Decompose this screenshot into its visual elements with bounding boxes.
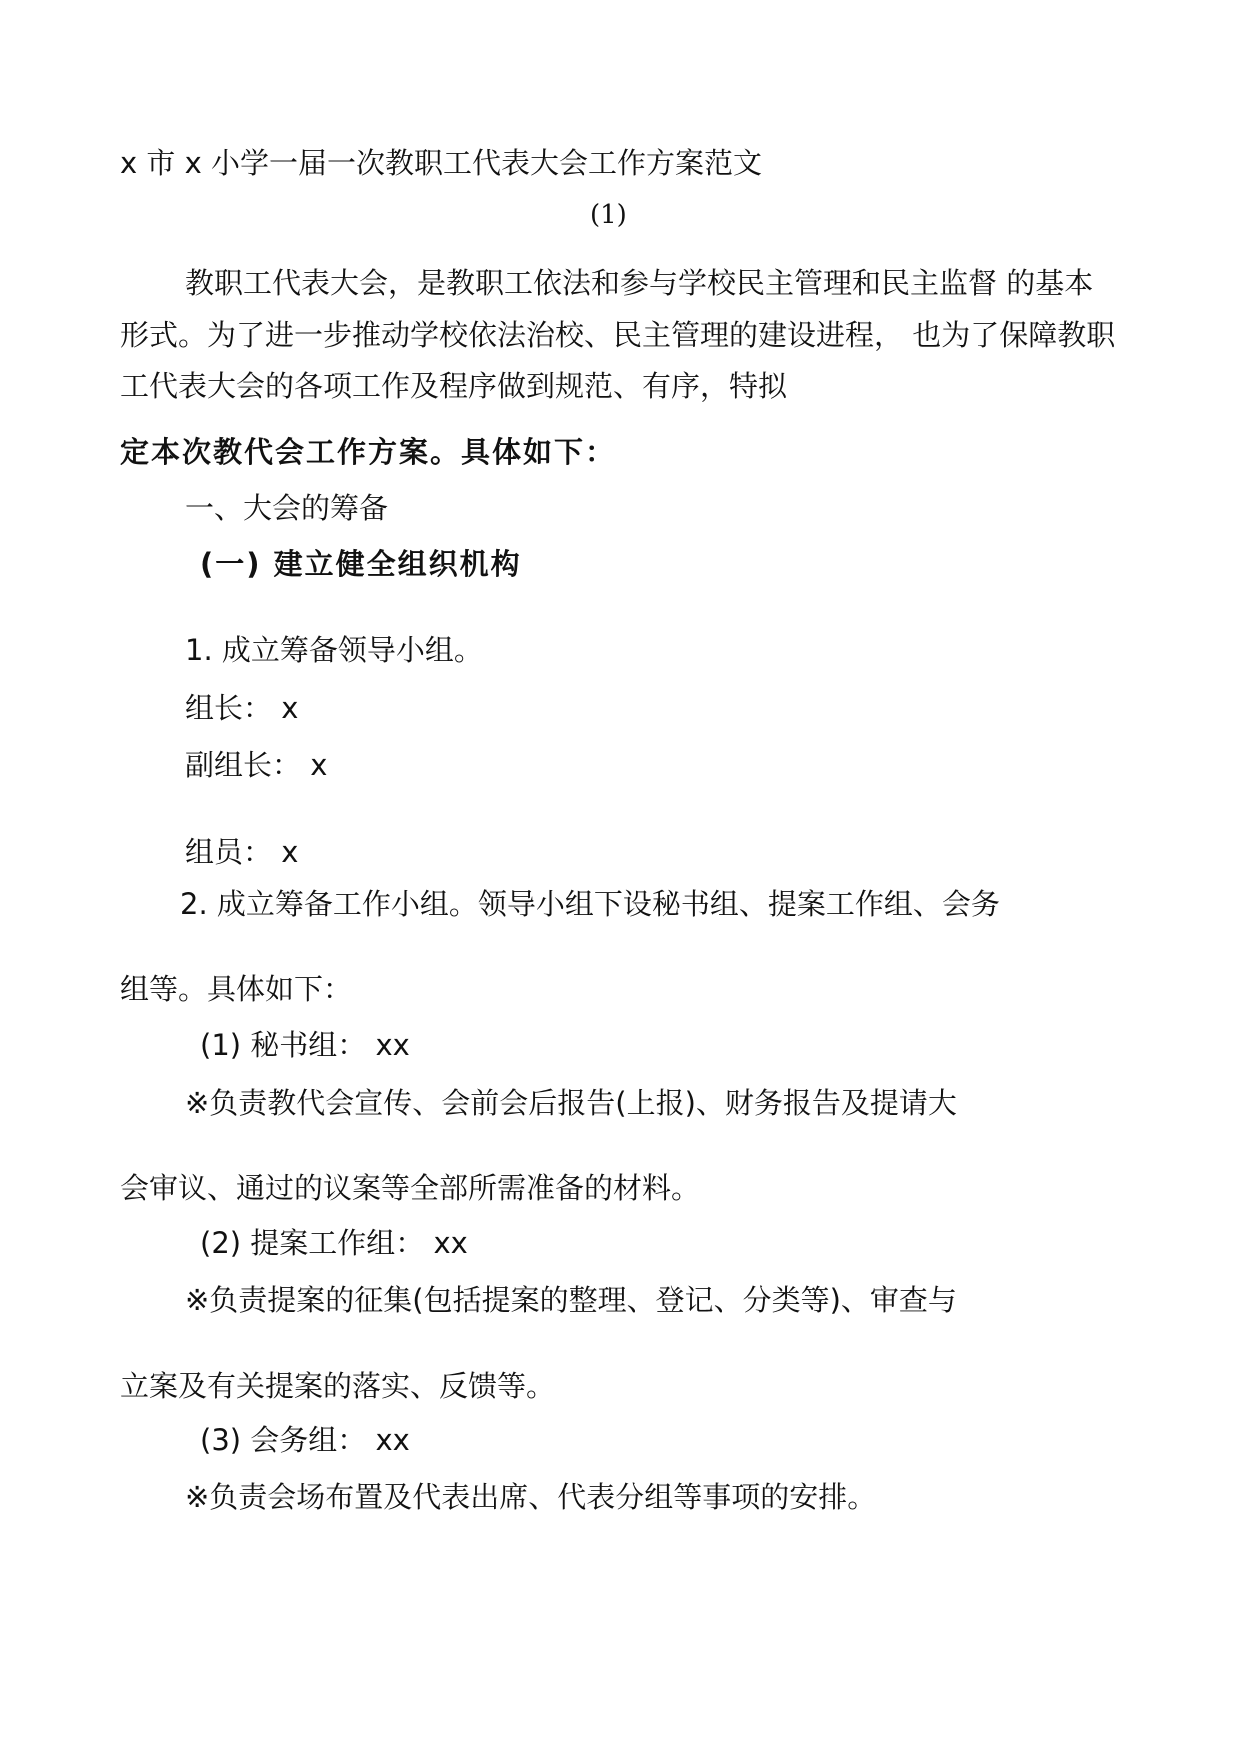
document-title: x 市 x 小学一届一次教职工代表大会工作方案范文 [120, 146, 762, 180]
subsection-heading: (一) 建立健全组织机构 [200, 547, 522, 581]
list-item: 2. 成立筹备工作小组。领导小组下设秘书组、提案工作组、会务 [180, 887, 1000, 921]
paragraph-line: ※负责会场布置及代表出席、代表分组等事项的安排。 [185, 1480, 877, 1514]
paragraph-line: 会审议、通过的议案等全部所需准备的材料。 [120, 1171, 701, 1205]
list-item: (2) 提案工作组： xx [200, 1226, 468, 1260]
paragraph-line: 工代表大会的各项工作及程序做到规范、有序，特拟 [120, 369, 788, 403]
paragraph-line: 定本次教代会工作方案。具体如下： [120, 435, 617, 469]
list-item: 副组长： x [185, 748, 328, 782]
list-item: (1) 秘书组： xx [200, 1028, 410, 1062]
paragraph-line: 组等。具体如下： [120, 972, 353, 1006]
list-item: 组员： x [185, 835, 299, 869]
paragraph-line: 形式。为了进一步推动学校依法治校、民主管理的建设进程， 也为了保障教职 [120, 318, 1116, 352]
list-item: (3) 会务组： xx [200, 1423, 410, 1457]
section-heading: 一、大会的筹备 [185, 491, 389, 525]
paragraph-line: ※负责提案的征集(包括提案的整理、登记、分类等)、审查与 [185, 1283, 957, 1317]
list-item: 1. 成立筹备领导小组。 [185, 633, 483, 667]
title-number: (1) [590, 200, 627, 230]
paragraph-line: 立案及有关提案的落实、反馈等。 [120, 1369, 556, 1403]
paragraph-line: 教职工代表大会，是教职工依法和参与学校民主管理和民主监督 的基本 [185, 266, 1094, 300]
list-item: 组长： x [185, 691, 299, 725]
paragraph-line: ※负责教代会宣传、会前会后报告(上报)、财务报告及提请大 [185, 1086, 957, 1120]
